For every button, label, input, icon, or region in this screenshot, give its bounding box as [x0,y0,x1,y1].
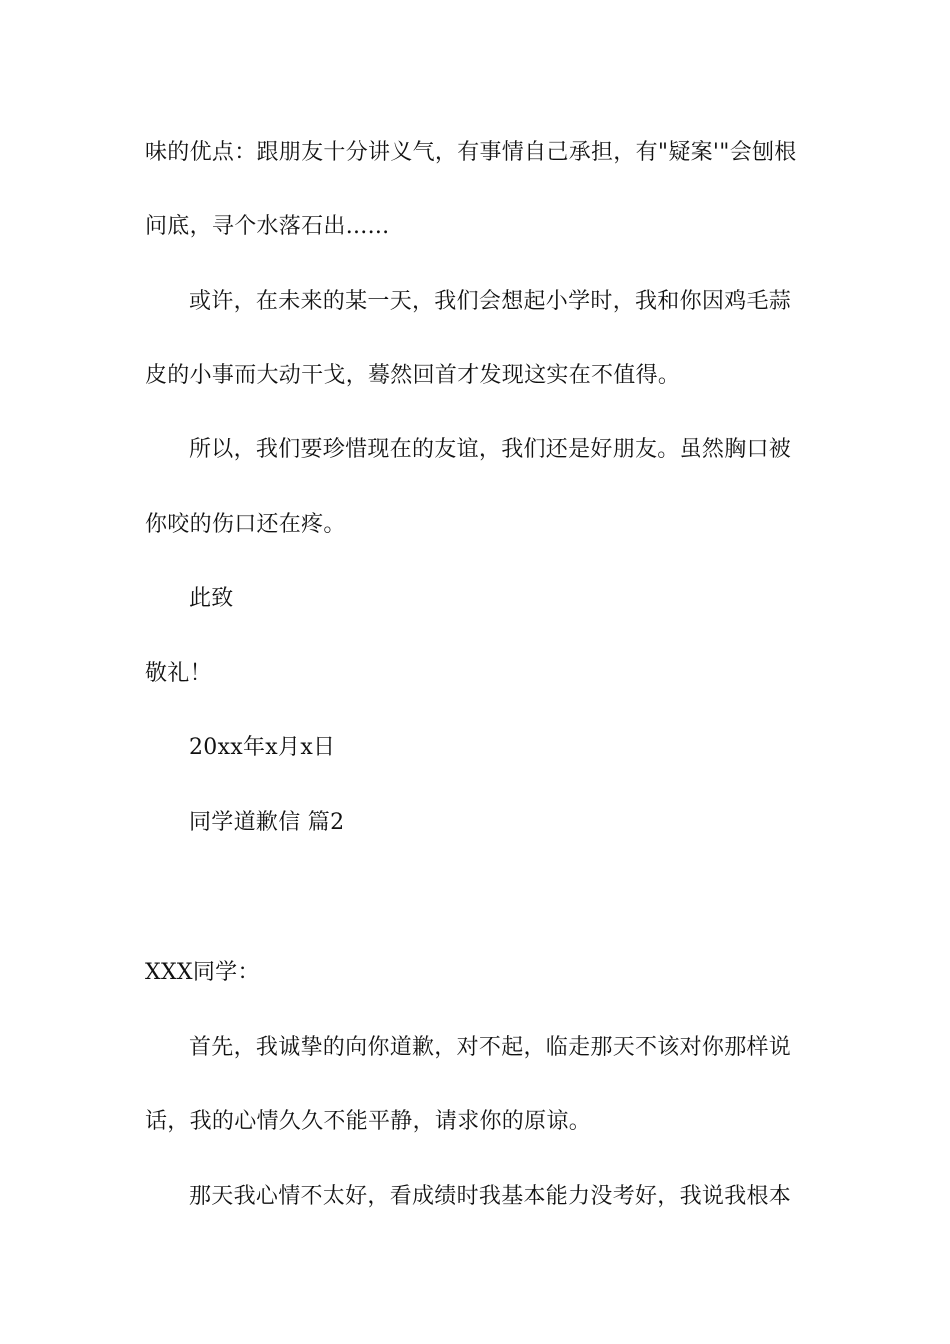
paragraph-line: 话，我的心情久久不能平静，请求你的原谅。 [145,1109,592,1134]
paragraph-line: 问底，寻个水落石出...... [145,214,390,239]
section-heading: 同学道歉信 篇2 [189,810,345,835]
letter-date: 20xx年x月x日 [189,735,336,760]
paragraph-line: 或许，在未来的某一天，我们会想起小学时，我和你因鸡毛蒜 [189,289,792,314]
closing-regards: 敬礼！ [145,661,212,686]
paragraph-line: 你咬的伤口还在疼。 [145,512,346,537]
paragraph-line: 皮的小事而大动干戈，蓦然回首才发现这实在不值得。 [145,363,681,388]
paragraph-line: 所以，我们要珍惜现在的友谊，我们还是好朋友。虽然胸口被 [189,437,792,462]
paragraph-line: 那天我心情不太好，看成绩时我基本能力没考好，我说我根本 [189,1184,792,1209]
closing-salutation: 此致 [189,586,234,611]
paragraph-line: 味的优点：跟朋友十分讲义气，有事情自己承担，有"疑案'"会刨根 [145,140,797,165]
paragraph-line: 首先，我诚挚的向你道歉，对不起，临走那天不该对你那样说 [189,1035,792,1060]
letter-greeting: XXX同学： [145,960,260,985]
